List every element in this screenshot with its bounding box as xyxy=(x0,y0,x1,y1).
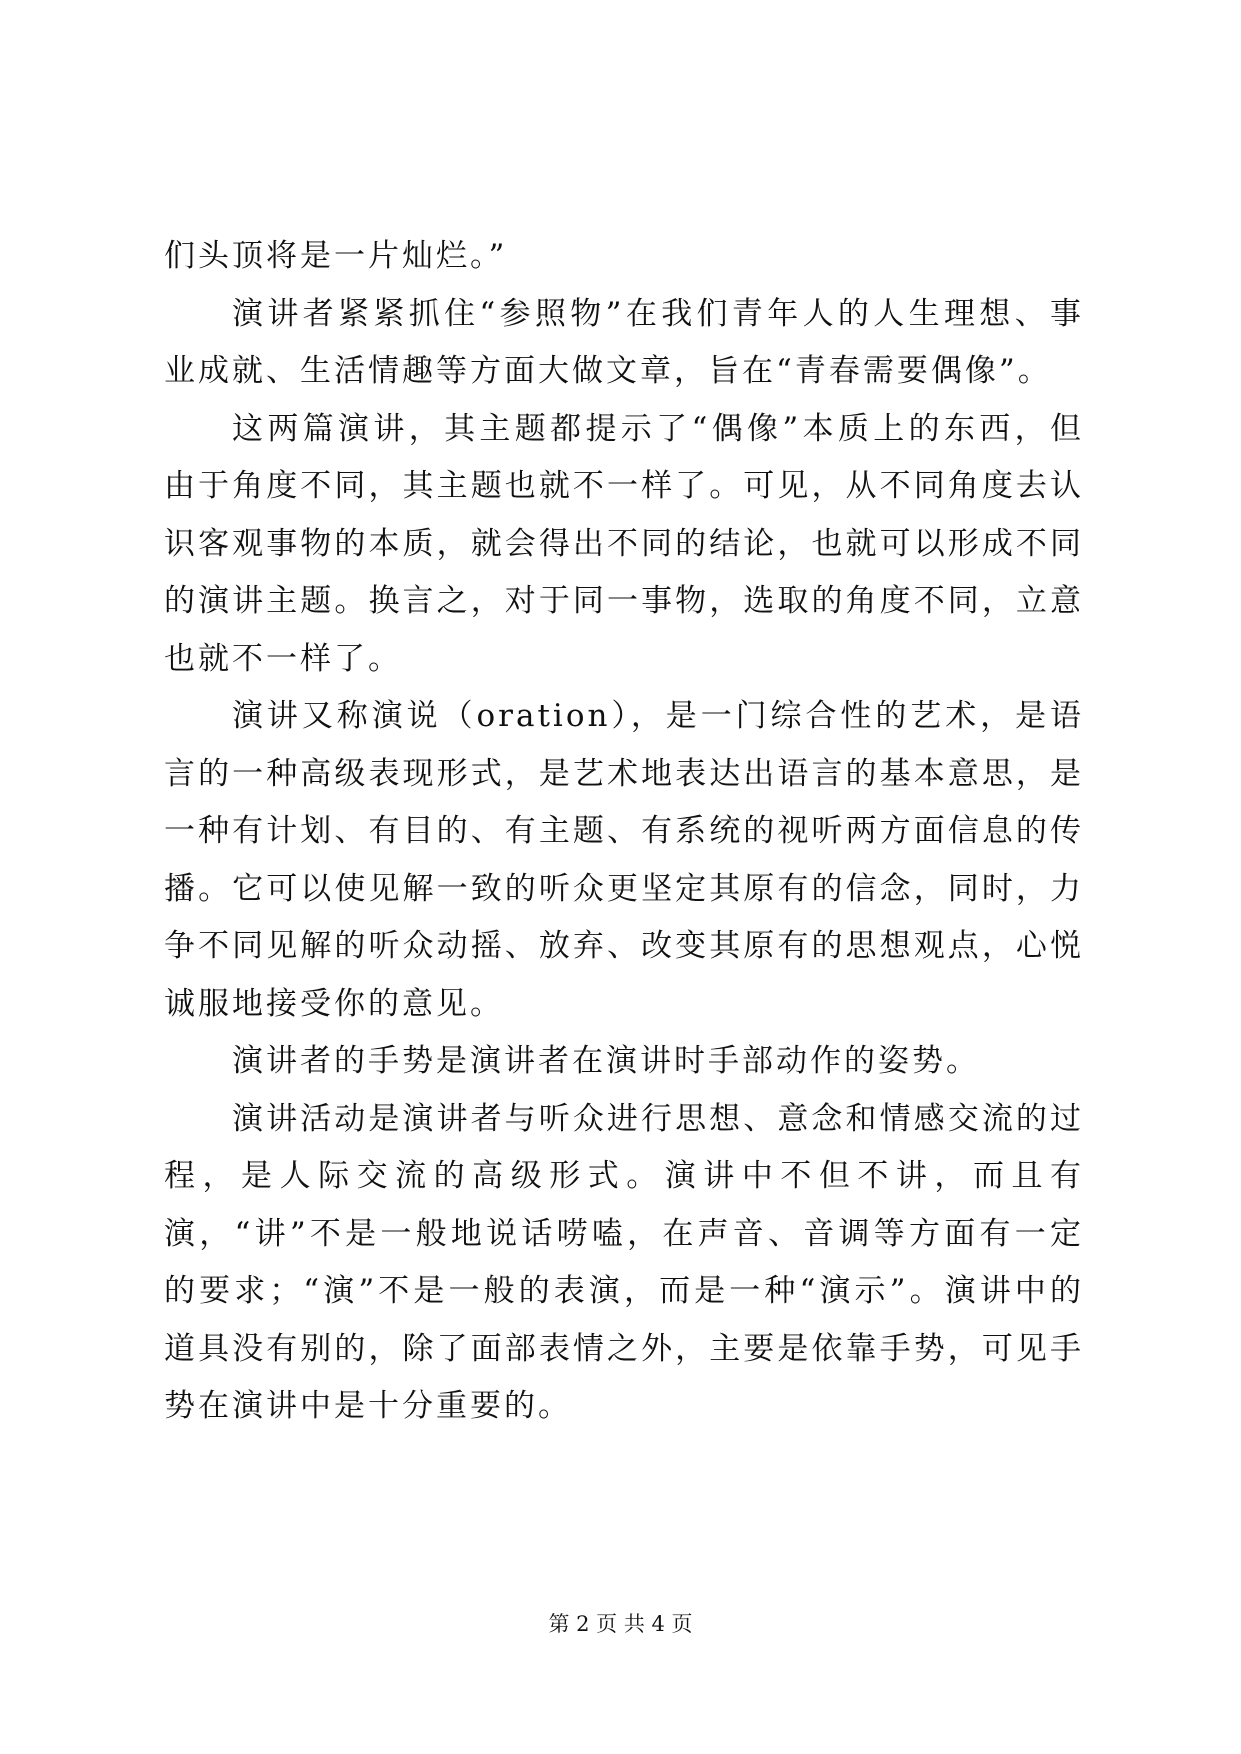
paragraph-speech-activity: 演讲活动是演讲者与听众进行思想、意念和情感交流的过程，是人际交流的高级形式。演讲中不但不讲，而且有演，“讲”不是一般地说话唠嗑，在声音、音调等方面有一定的要求；“演”不是一般的表演，而是一种“演示”。演讲中的道具没有别的，除了面部表情之外，主要是依靠手势，可见手势在演讲中是十分重要的。 xyxy=(164,1100,1084,1424)
paragraph-reference-object: 演讲者紧紧抓住“参照物”在我们青年人的人生理想、事业成就、生活情趣等方面大做文章，旨在“青春需要偶像”。 xyxy=(164,295,1084,389)
paragraph-gesture-definition: 演讲者的手势是演讲者在演讲时手部动作的姿势。 xyxy=(232,1043,980,1079)
document-body xyxy=(164,228,1084,1436)
paragraph-oration-definition: 演讲又称演说（oration），是一门综合性的艺术，是语言的一种高级表现形式，是艺术地表达出语言的基本意思，是一种有计划、有目的、有主题、有系统的视听两方面信息的传播。它可以使见解一致的听众更坚定其原有的信念，同时，力争不同见解的听众动摇、放弃、改变其原有的思想观点，心悦诚服地接受你的意见。 xyxy=(164,698,1084,1022)
page-number-footer: 第 2 页 共 4 页 xyxy=(548,1612,693,1636)
paragraph-two-speeches: 这两篇演讲，其主题都提示了“偶像”本质上的东西，但由于角度不同，其主题也就不一样了。可见，从不同角度去认识客观事物的本质，就会得出不同的结论，也就可以形成不同的演讲主题。换言之，对于同一事物，选取的角度不同，立意也就不一样了。 xyxy=(164,410,1084,677)
paragraph-continuation: 们头顶将是一片灿烂。” xyxy=(164,238,508,274)
